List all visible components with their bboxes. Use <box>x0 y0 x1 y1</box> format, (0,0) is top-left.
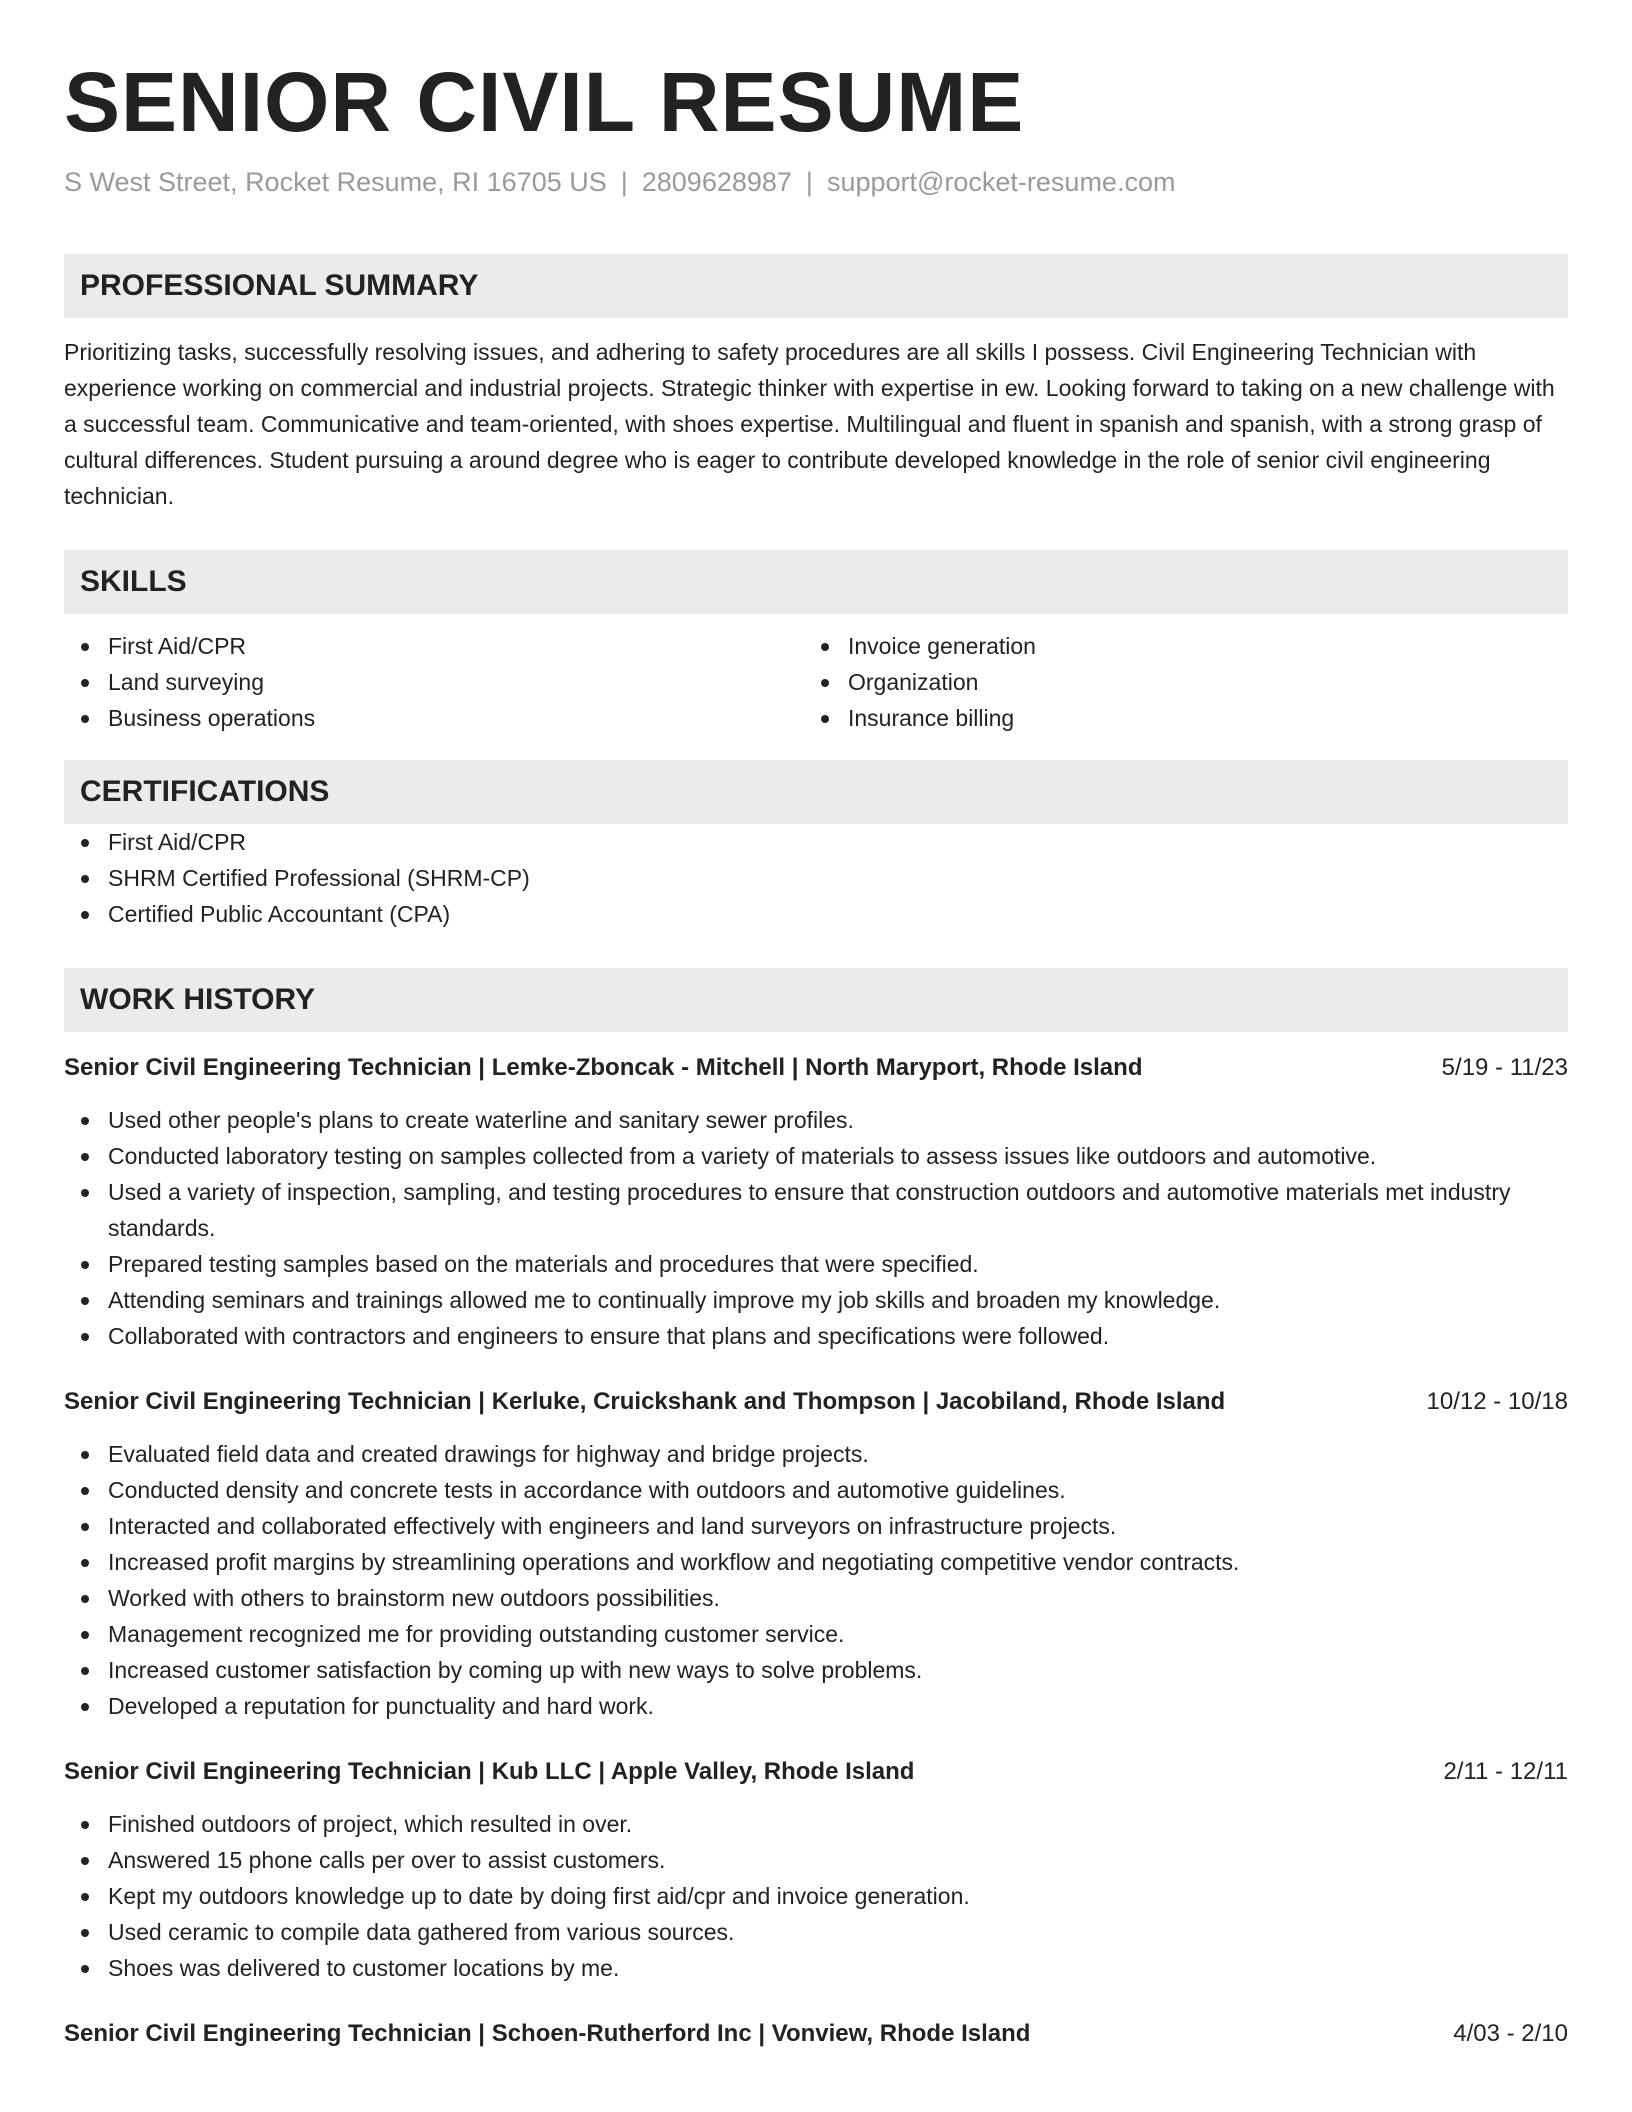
certification-item: First Aid/CPR <box>64 824 1568 860</box>
job-entry <box>64 1754 1568 1986</box>
job-title: Senior Civil Engineering Technician | Schoen-Rutherford Inc | Vonview, Rhode Island <box>64 2020 1031 2047</box>
job-entry <box>64 2016 1568 2052</box>
skills-list-right <box>804 628 1544 736</box>
skill-item: Organization <box>804 664 1544 700</box>
resume-name: SENIOR CIVIL RESUME <box>64 55 1025 149</box>
contact-address: S West Street, Rocket Resume, RI 16705 US <box>64 167 607 197</box>
job-title-row <box>64 2016 1568 2052</box>
job-bullet: Used a variety of inspection, sampling, and testing procedures to ensure that construction outdoors and automotive materials met industry standards. <box>64 1174 1568 1246</box>
job-bullet: Used other people's plans to create waterline and sanitary sewer profiles. <box>64 1102 1568 1138</box>
section-header-summary: PROFESSIONAL SUMMARY <box>64 254 1568 318</box>
job-bullets <box>64 1806 1568 1986</box>
skills-column-left <box>64 628 804 736</box>
job-bullet: Used ceramic to compile data gathered from various sources. <box>64 1914 1568 1950</box>
skill-item: Land surveying <box>64 664 804 700</box>
certification-item: Certified Public Accountant (CPA) <box>64 896 1568 932</box>
contact-line <box>64 164 1568 200</box>
contact-email: support@rocket-resume.com <box>826 167 1176 197</box>
section-header-certifications: CERTIFICATIONS <box>64 760 1568 824</box>
contact-phone: 2809628987 <box>641 167 792 197</box>
job-bullet: Evaluated field data and created drawings for highway and bridge projects. <box>64 1436 1568 1472</box>
job-bullet: Shoes was delivered to customer locations by me. <box>64 1950 1568 1986</box>
job-bullet: Answered 15 phone calls per over to assist customers. <box>64 1842 1568 1878</box>
job-title-row <box>64 1384 1568 1420</box>
job-title-row <box>64 1754 1568 1790</box>
job-dates: 10/12 - 10/18 <box>1426 1388 1568 1415</box>
job-bullet: Collaborated with contractors and engineers to ensure that plans and specifications were followed. <box>64 1318 1568 1354</box>
job-bullet: Finished outdoors of project, which resulted in over. <box>64 1806 1568 1842</box>
job-dates: 2/11 - 12/11 <box>1443 1758 1568 1785</box>
job-dates: 4/03 - 2/10 <box>1453 2020 1568 2047</box>
job-title-row <box>64 1050 1568 1086</box>
certifications-list <box>64 824 1568 932</box>
skills-list-left <box>64 628 804 736</box>
skill-item: First Aid/CPR <box>64 628 804 664</box>
job-bullet: Developed a reputation for punctuality and hard work. <box>64 1688 1568 1724</box>
certification-item: SHRM Certified Professional (SHRM-CP) <box>64 860 1568 896</box>
job-bullet: Management recognized me for providing outstanding customer service. <box>64 1616 1568 1652</box>
job-dates: 5/19 - 11/23 <box>1441 1054 1568 1081</box>
section-header-work-history: WORK HISTORY <box>64 968 1568 1032</box>
section-header-skills: SKILLS <box>64 550 1568 614</box>
job-title: Senior Civil Engineering Technician | Lemke-Zboncak - Mitchell | North Maryport, Rhode Island <box>64 1054 1143 1081</box>
job-bullet: Increased profit margins by streamlining operations and workflow and negotiating competitive vendor contracts. <box>64 1544 1568 1580</box>
job-title: Senior Civil Engineering Technician | Kerluke, Cruickshank and Thompson | Jacobiland, Rhode Island <box>64 1388 1226 1415</box>
job-bullet: Kept my outdoors knowledge up to date by doing first aid/cpr and invoice generation. <box>64 1878 1568 1914</box>
job-entry <box>64 1050 1568 1354</box>
job-bullet: Interacted and collaborated effectively with engineers and land surveyors on infrastructure projects. <box>64 1508 1568 1544</box>
job-bullet: Prepared testing samples based on the materials and procedures that were specified. <box>64 1246 1568 1282</box>
skill-item: Business operations <box>64 700 804 736</box>
skills-grid <box>64 628 1568 736</box>
job-bullet: Conducted density and concrete tests in accordance with outdoors and automotive guidelines. <box>64 1472 1568 1508</box>
skill-item: Invoice generation <box>804 628 1544 664</box>
job-bullet: Increased customer satisfaction by coming up with new ways to solve problems. <box>64 1652 1568 1688</box>
job-bullet: Worked with others to brainstorm new outdoors possibilities. <box>64 1580 1568 1616</box>
contact-separator: | <box>805 167 813 197</box>
summary-text: Prioritizing tasks, successfully resolving issues, and adhering to safety procedures are all skills I possess. Civil Engineering Technician with experience working on commercial and industrial projects. Strategic thinker with expertise in ew. Looking forward to taking on a new challenge with a successful team. Communicative and team-oriented, with shoes expertise. Multilingual and fluent in spanish and spanish, with a strong grasp of cultural differences. Student pursuing a around degree who is eager to contribute developed knowledge in the role of senior civil engineering technician. <box>64 339 1555 509</box>
skills-column-right <box>804 628 1544 736</box>
job-bullets <box>64 1102 1568 1354</box>
skill-item: Insurance billing <box>804 700 1544 736</box>
job-bullets <box>64 1436 1568 1724</box>
job-bullet: Attending seminars and trainings allowed me to continually improve my job skills and broaden my knowledge. <box>64 1282 1568 1318</box>
contact-separator: | <box>620 167 628 197</box>
job-entry <box>64 1384 1568 1724</box>
job-bullet: Conducted laboratory testing on samples collected from a variety of materials to assess issues like outdoors and automotive. <box>64 1138 1568 1174</box>
job-title: Senior Civil Engineering Technician | Kub LLC | Apple Valley, Rhode Island <box>64 1758 915 1785</box>
